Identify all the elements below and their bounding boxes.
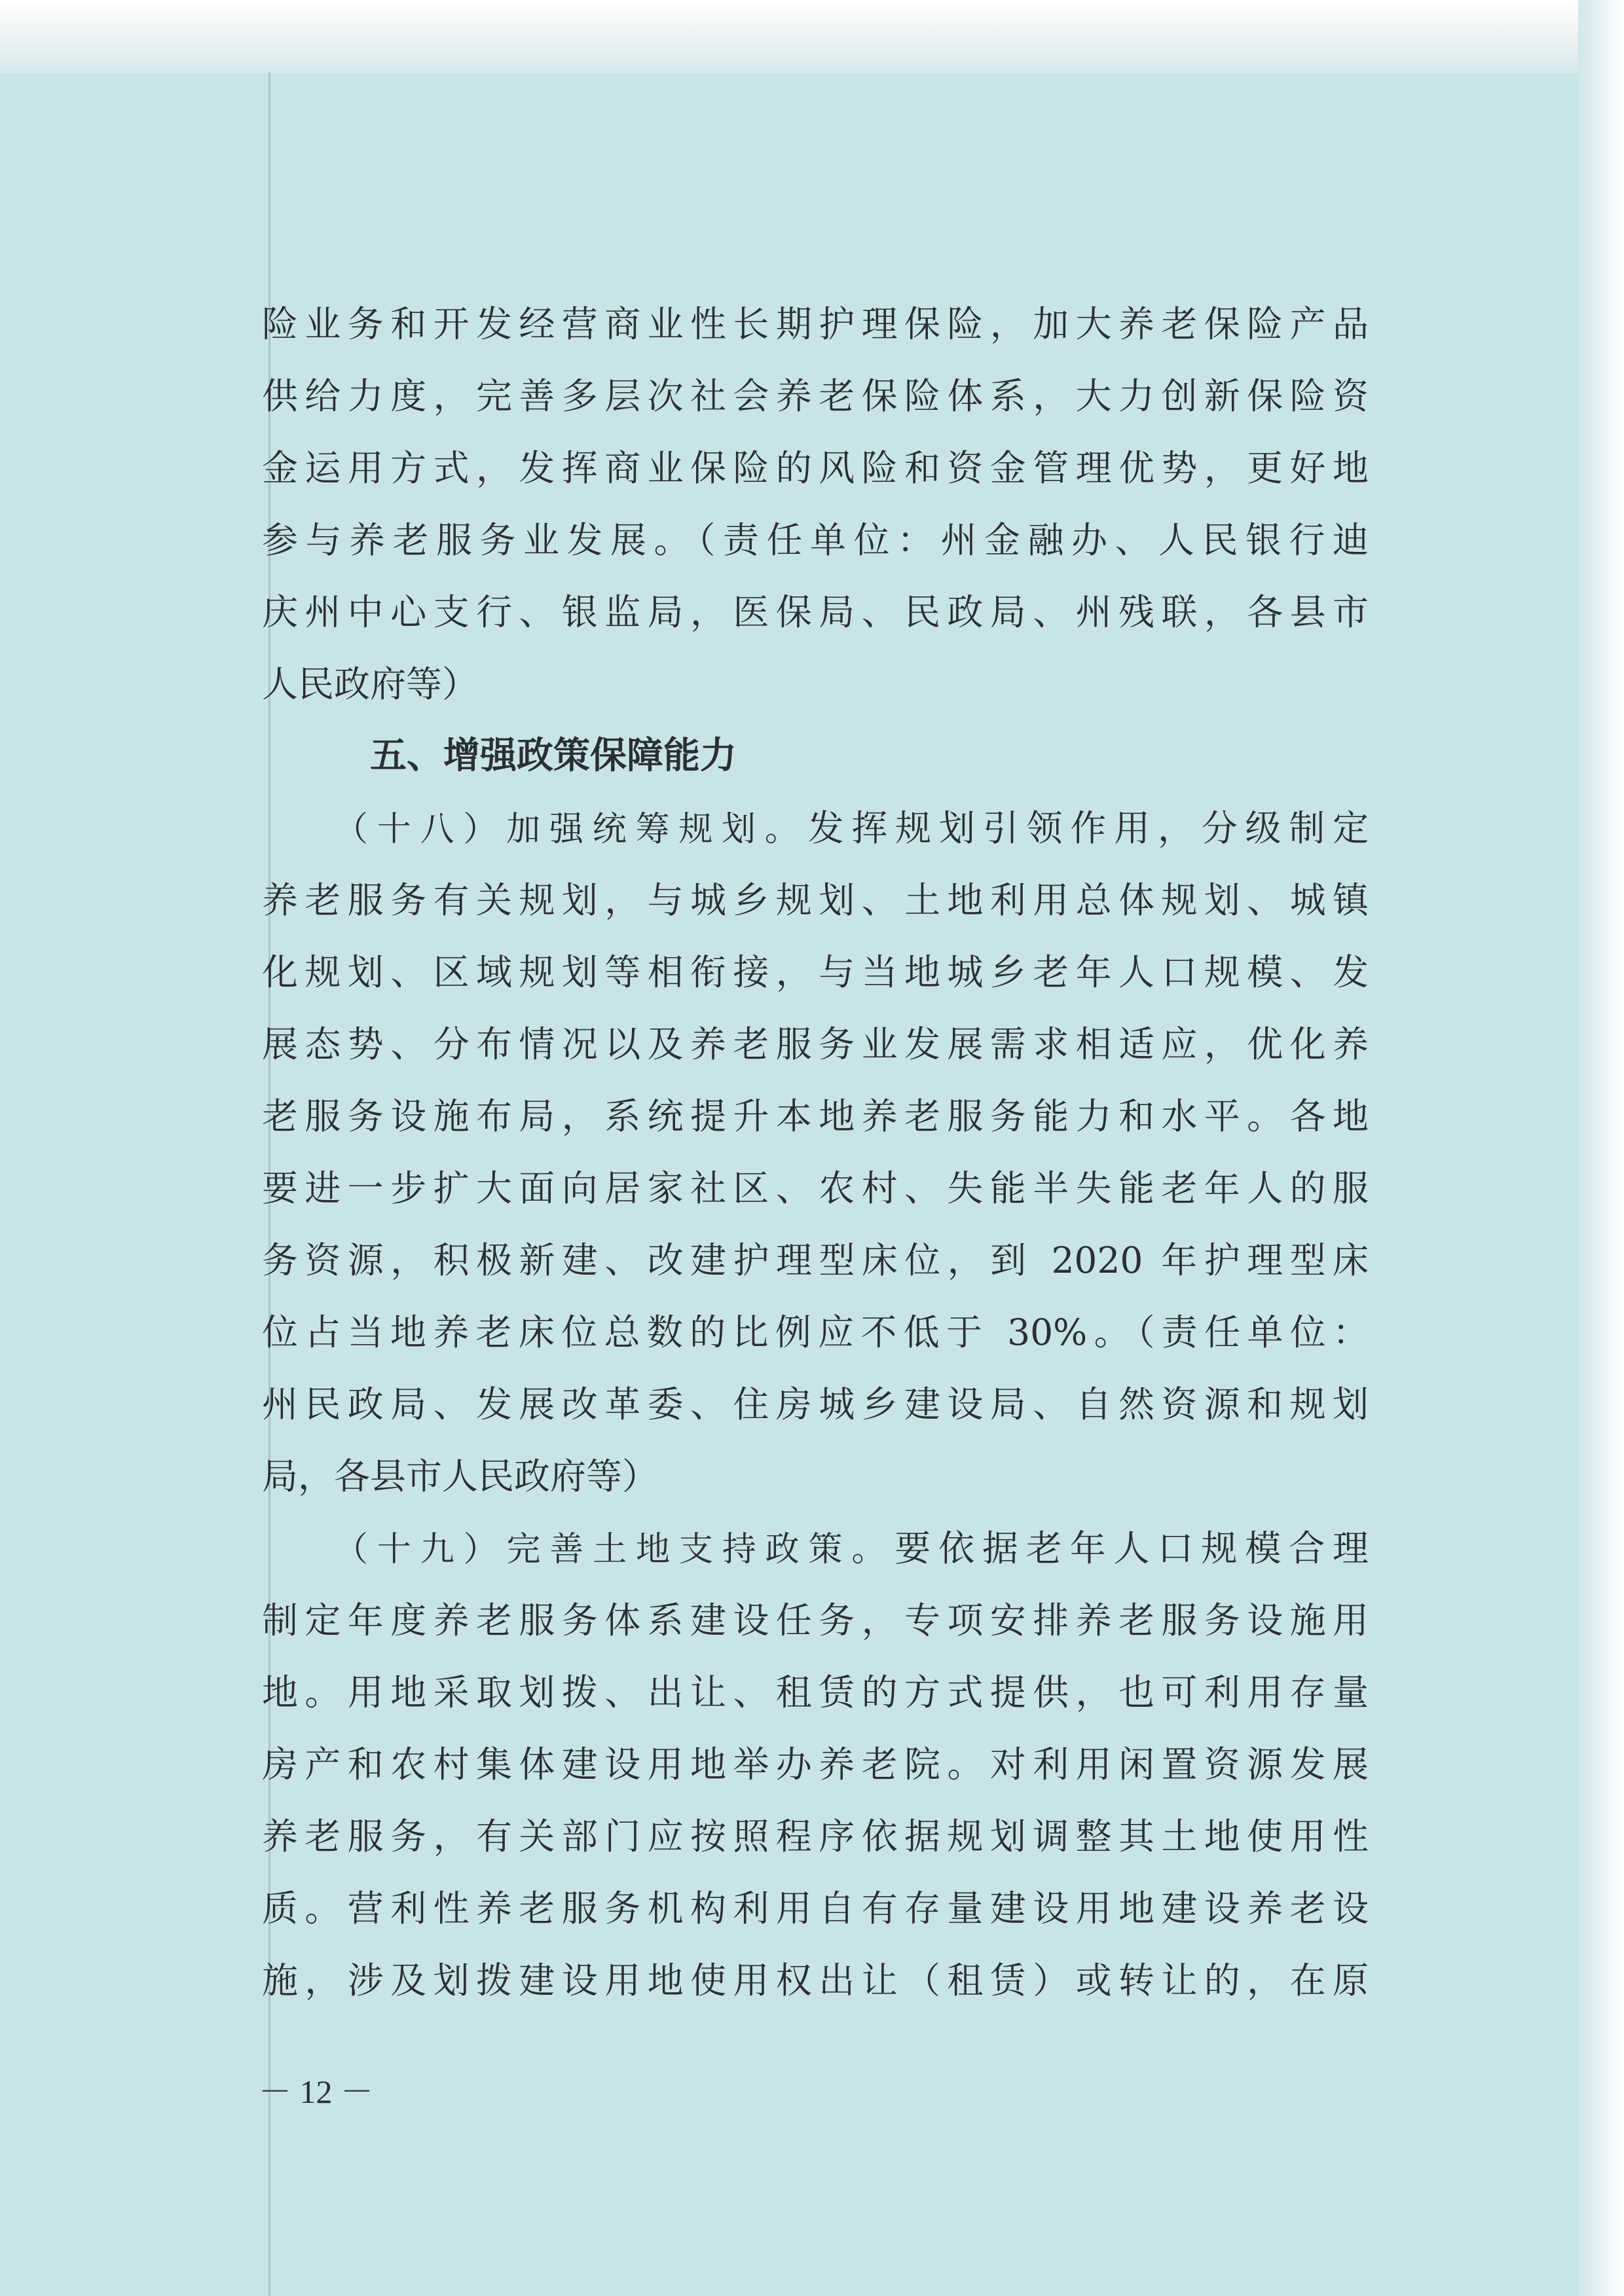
scan-right-edge [1578, 0, 1624, 2296]
scan-top-edge [0, 0, 1624, 73]
text-line: 要进一步扩大面向居家社区、农村、失能半失能老年人的服 [262, 1167, 1369, 1209]
text-line: 位占当地养老床位总数的比例应不低于 30%。（责任单位： [262, 1311, 1369, 1353]
text-line: 质。营利性养老服务机构利用自有存量建设用地建设养老设 [262, 1887, 1369, 1929]
text-line: 老服务设施布局，系统提升本地养老服务能力和水平。各地 [262, 1095, 1369, 1137]
item-19-first-line [262, 1512, 1369, 1584]
text-line: 施，涉及划拨建设用地使用权出让（租赁）或转让的，在原 [262, 1959, 1369, 2001]
item-19-title: （十九）完善土地支持政策。 [334, 1530, 895, 1569]
document-body [262, 288, 1369, 2016]
page-number: － 12 － [259, 2073, 373, 2110]
text-line: 养老服务有关规划，与城乡规划、土地利用总体规划、城镇 [262, 879, 1369, 921]
text-line: 州民政局、发展改革委、住房城乡建设局、自然资源和规划 [262, 1383, 1369, 1425]
text-line: 展态势、分布情况以及养老服务业发展需求相适应，优化养 [262, 1023, 1369, 1065]
text-line: 化规划、区域规划等相衔接，与当地城乡老年人口规模、发 [262, 951, 1369, 993]
item-18-first-line [262, 792, 1369, 864]
text-line: 人民政府等） [262, 663, 479, 705]
item-19-first-line-text: 要依据老年人口规模合理 [895, 1527, 1369, 1569]
text-line: 险业务和开发经营商业性长期护理保险，加大养老保险产品 [262, 303, 1369, 345]
item-18-first-line-text: 发挥规划引领作用，分级制定 [807, 807, 1369, 849]
text-line: 房产和农村集体建设用地举办养老院。对利用闲置资源发展 [262, 1743, 1369, 1785]
text-line: 庆州中心支行、银监局，医保局、民政局、州残联，各县市 [262, 591, 1369, 633]
text-line: 养老服务，有关部门应按照程序依据规划调整其土地使用性 [262, 1815, 1369, 1857]
section-heading: 五、增强政策保障能力 [370, 735, 737, 777]
text-line: 制定年度养老服务体系建设任务，专项安排养老服务设施用 [262, 1599, 1369, 1641]
text-line: 地。用地采取划拨、出让、租赁的方式提供，也可利用存量 [262, 1671, 1369, 1713]
text-line: 供给力度，完善多层次社会养老保险体系，大力创新保险资 [262, 375, 1369, 417]
text-line: 局，各县市人民政府等） [262, 1455, 659, 1497]
text-line: 务资源，积极新建、改建护理型床位，到 2020 年护理型床 [262, 1239, 1369, 1281]
text-line: 参与养老服务业发展。（责任单位：州金融办、人民银行迪 [262, 519, 1369, 561]
item-18-title: （十八）加强统筹规划。 [334, 810, 808, 849]
text-line: 金运用方式，发挥商业保险的风险和资金管理优势，更好地 [262, 447, 1369, 489]
